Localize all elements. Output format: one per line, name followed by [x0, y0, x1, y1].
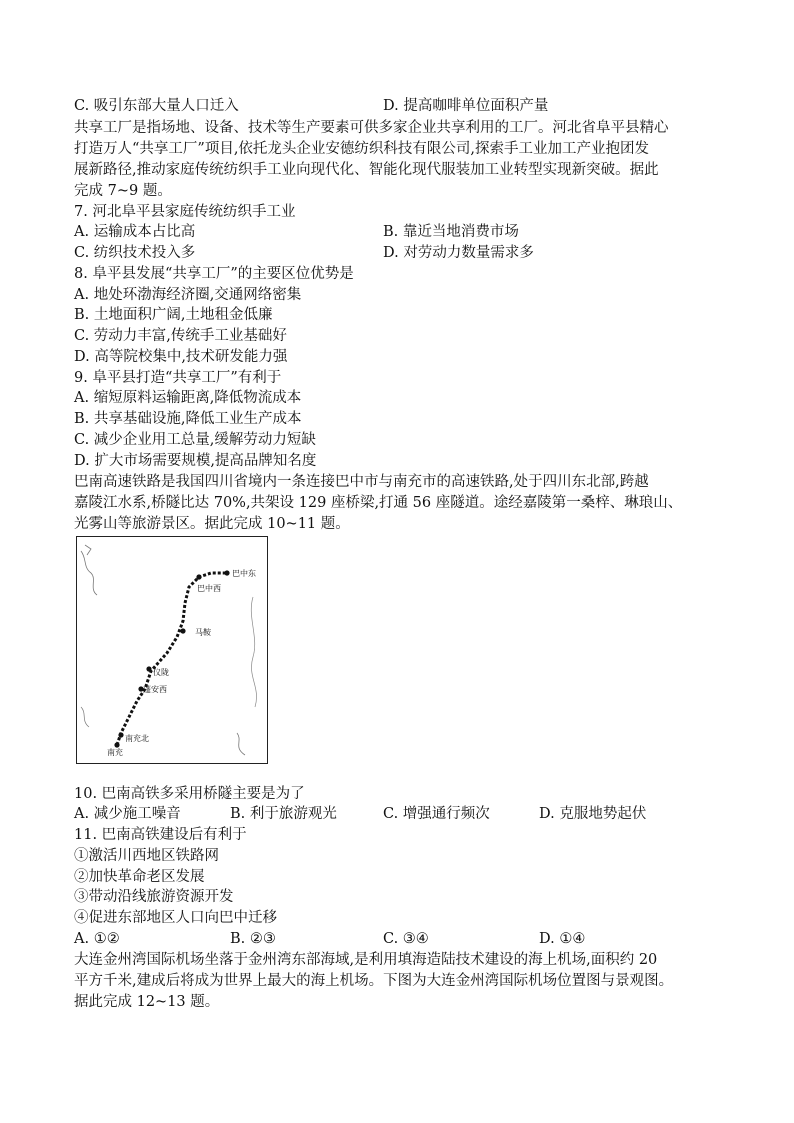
station-label: 南充北 — [125, 734, 149, 743]
passage1-line-3: 展新路径,推动家庭传统纺织手工业向现代化、智能化现代服装加工业转型实现新突破。据此 — [74, 162, 659, 178]
station-dot — [224, 570, 229, 575]
station-label: 马鞍 — [195, 628, 211, 637]
passage2-line-1: 巴南高速铁路是我国四川省境内一条连接巴中市与南充市的高速铁路,处于四川东北部,跨越 — [74, 474, 649, 490]
river-line — [81, 551, 97, 595]
q11-option-c: C. ③④ — [383, 931, 429, 947]
q11-option-a: A. ①② — [74, 931, 120, 947]
q11-item-3: ③带动沿线旅游资源开发 — [74, 889, 234, 905]
q8-option-c: C. 劳动力丰富,传统手工业基础好 — [74, 328, 287, 344]
station-dot — [180, 628, 185, 633]
q8-stem: 8. 阜平县发展“共享工厂”的主要区位优势是 — [74, 266, 354, 282]
q10-option-b: B. 利于旅游观光 — [230, 806, 337, 822]
railway-line — [117, 573, 227, 745]
passage1-line-2: 打造万人“共享工厂”项目,依托龙头企业安德纺织科技有限公司,探索手工业加工产业抱团发 — [74, 141, 650, 157]
station-dot — [114, 742, 119, 747]
passage2-line-3: 光雾山等旅游景区。据此完成 10~11 题。 — [74, 516, 350, 532]
q7-option-d: D. 对劳动力数量需求多 — [383, 245, 534, 261]
q8-option-d: D. 高等院校集中,技术研发能力强 — [74, 349, 288, 365]
q6-option-d: D. 提高咖啡单位面积产量 — [383, 98, 549, 114]
passage2-line-2: 嘉陵江水系,桥隧比达 70%,共架设 129 座桥梁,打通 56 座隧道。途经嘉陵第一桑梓、琳琅山、 — [74, 495, 683, 511]
river-line — [251, 597, 256, 707]
river-line — [237, 733, 245, 755]
q11-stem: 11. 巴南高铁建设后有利于 — [74, 827, 247, 843]
boundary-line — [85, 545, 91, 555]
q8-option-a: A. 地处环渤海经济圈,交通网络密集 — [74, 287, 302, 303]
station-label: 仪陇 — [153, 668, 169, 677]
q9-option-c: C. 减少企业用工总量,缓解劳动力短缺 — [74, 432, 316, 448]
passage3-line-1: 大连金州湾国际机场坐落于金州湾东部海域,是利用填海造陆技术建设的海上机场,面积约 20 — [74, 952, 658, 968]
q8-option-b: B. 土地面积广阔,土地租金低廉 — [74, 307, 273, 323]
station-dot — [196, 574, 201, 579]
q9-option-a: A. 缩短原料运输距离,降低物流成本 — [74, 390, 302, 406]
q10-stem: 10. 巴南高铁多采用桥隧主要是为了 — [74, 786, 305, 802]
station-label: 蓬安西 — [143, 685, 167, 694]
q10-option-a: A. 减少施工噪音 — [74, 806, 181, 822]
passage1-line-4: 完成 7~9 题。 — [74, 183, 172, 199]
q9-option-b: B. 共享基础设施,降低工业生产成本 — [74, 411, 302, 427]
q10-option-d: D. 克服地势起伏 — [539, 806, 647, 822]
q10-option-c: C. 增强通行频次 — [383, 806, 490, 822]
q7-option-a: A. 运输成本占比高 — [74, 224, 196, 240]
q7-option-c: C. 纺织技术投入多 — [74, 245, 196, 261]
railway-map-svg — [77, 537, 267, 763]
q11-item-4: ④促进东部地区人口向巴中迁移 — [74, 910, 277, 926]
q11-item-1: ①激活川西地区铁路网 — [74, 848, 219, 864]
q11-item-2: ②加快革命老区发展 — [74, 869, 205, 885]
q11-option-b: B. ②③ — [230, 931, 276, 947]
q11-option-d: D. ①④ — [539, 931, 586, 947]
q7-option-b: B. 靠近当地消费市场 — [383, 224, 519, 240]
q9-option-d: D. 扩大市场需要规模,提高品牌知名度 — [74, 453, 317, 469]
station-label: 巴中东 — [232, 569, 256, 578]
passage3-line-3: 据此完成 12~13 题。 — [74, 994, 220, 1010]
river-line — [81, 707, 89, 727]
station-dot — [146, 666, 151, 671]
station-label: 巴中西 — [197, 584, 221, 593]
station-label: 南充 — [107, 748, 123, 757]
q6-option-c: C. 吸引东部大量人口迁入 — [74, 98, 239, 114]
passage3-line-2: 平方千米,建成后将成为世界上最大的海上机场。下图为大连金州湾国际机场位置图与景观图。 — [74, 973, 674, 989]
q7-stem: 7. 河北阜平县家庭传统纺织手工业 — [74, 204, 296, 220]
q9-stem: 9. 阜平县打造“共享工厂”有利于 — [74, 370, 282, 386]
station-dot — [118, 732, 123, 737]
railway-map — [76, 536, 268, 764]
passage1-line-1: 共享工厂是指场地、设备、技术等生产要素可供多家企业共享利用的工厂。河北省阜平县精心 — [74, 120, 669, 136]
